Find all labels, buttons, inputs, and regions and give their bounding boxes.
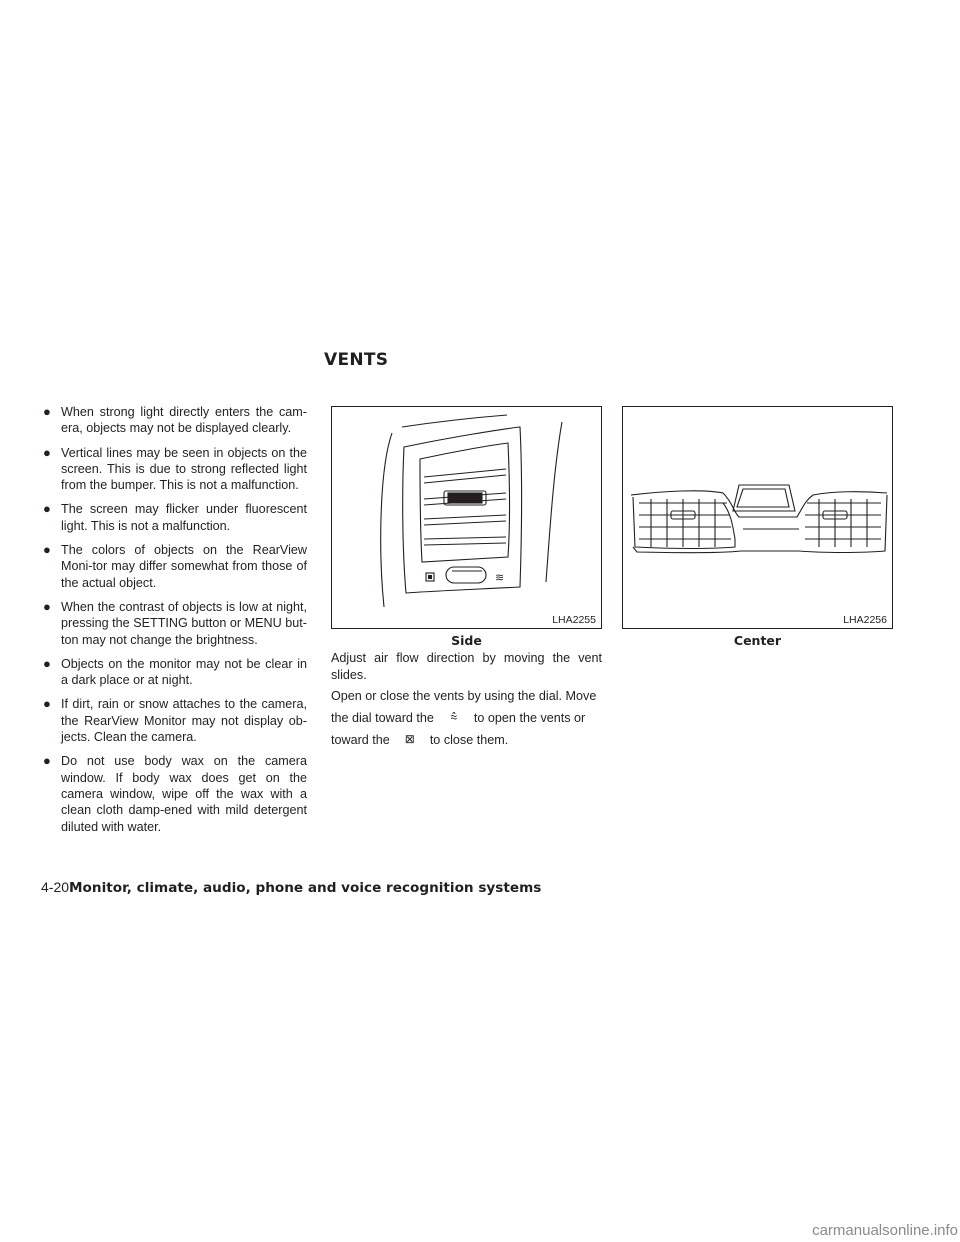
- list-item: ● Objects on the monitor may not be clear in a dark place or at night.: [43, 655, 307, 688]
- page-number: 4-20: [41, 879, 70, 895]
- watermark: carmanualsonline.info: [812, 1222, 958, 1239]
- center-vent-illustration: [623, 407, 893, 629]
- bullet-icon: ●: [43, 404, 51, 419]
- list-item: ● Vertical lines may be seen in objects on the screen. This is due to strong reflected light from the bumper. This is not a malfunction.: [43, 444, 307, 493]
- vent-close-icon: ⊠: [404, 732, 415, 746]
- bullet-icon: ●: [43, 598, 51, 614]
- center-vent-figure: [622, 406, 893, 629]
- paragraph-open-close: Open or close the vents by using the dial. Move the dial toward the ⩯ to open the vents or toward the ⊠ to close them.: [331, 686, 602, 751]
- paragraph-adjust-airflow: Adjust air flow direction by moving the vent slides.: [331, 651, 602, 682]
- bullet-icon: ●: [43, 444, 51, 460]
- figure-code: LHA2255: [552, 614, 596, 626]
- side-vent-figure: [331, 406, 602, 629]
- list-item: ● The screen may flicker under fluorescent light. This is not a malfunction.: [43, 501, 307, 533]
- figure-caption-side: Side: [451, 633, 482, 648]
- list-item: ● When strong light directly enters the cam-era, objects may not be displayed clearly.: [43, 404, 307, 436]
- bullet-icon: ●: [43, 753, 51, 769]
- bullet-icon: ●: [43, 542, 51, 558]
- side-vent-illustration: [332, 407, 602, 629]
- bullet-icon: ●: [43, 655, 51, 671]
- bullet-list: [41, 404, 307, 843]
- section-title: VENTS: [324, 350, 389, 370]
- bullet-icon: ●: [43, 696, 51, 712]
- page-footer: [41, 879, 541, 896]
- bullet-icon: ●: [43, 501, 51, 517]
- figure-code: LHA2256: [843, 614, 887, 626]
- list-item: ● When the contrast of objects is low at night, pressing the SETTING button or MENU but-ton may not change the brightness.: [43, 598, 307, 647]
- list-item: ● The colors of objects on the RearView Moni-tor may differ somewhat from those of the actual object.: [43, 542, 307, 590]
- figure-caption-center: Center: [733, 633, 782, 648]
- footer-title: Monitor, climate, audio, phone and voice recognition systems: [69, 880, 542, 896]
- vent-open-icon: ⩯: [450, 710, 458, 724]
- svg-text:≋: ≋: [495, 571, 505, 584]
- list-item: ● If dirt, rain or snow attaches to the camera, the RearView Monitor may not display ob-jects. Clean the camera.: [43, 696, 307, 745]
- list-item: ● Do not use body wax on the camera window. If body wax does get on the camera window, wipe off the wax with a clean cloth damp-ened with mild detergent diluted with water.: [43, 753, 307, 834]
